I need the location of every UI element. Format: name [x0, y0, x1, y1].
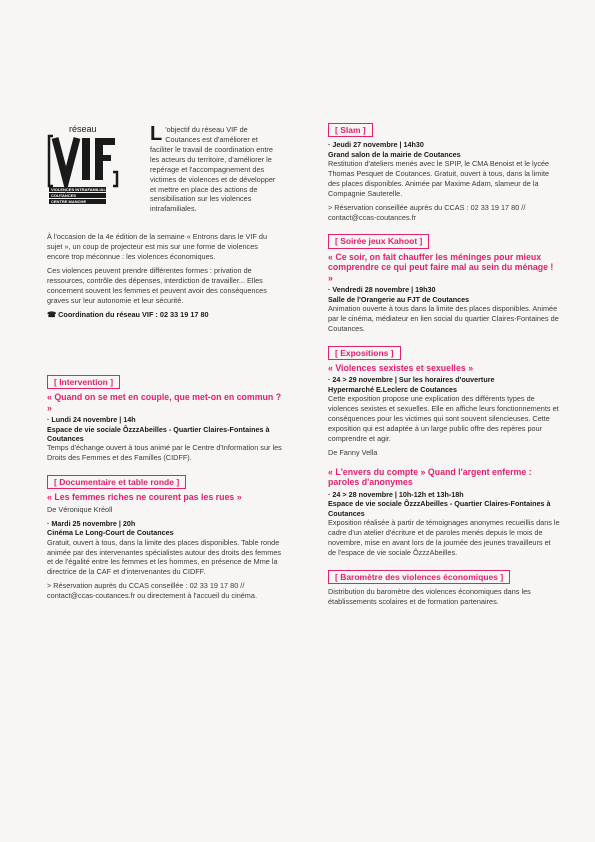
section-place: Salle de l'Orangerie au FJT de Coutances	[328, 294, 470, 304]
right-section	[328, 120, 560, 222]
left-section	[47, 372, 282, 463]
section-place: Espace de vie sociale ÔzzzAbeilles - Quartier Claires-Fontaines à Coutances	[47, 424, 270, 443]
section-body: Distribution du baromètre des violences économiques dans les établissements scolaires et de formation partenaires.	[328, 586, 531, 606]
section-title: « Ce soir, on fait chauffer les méninges pour mieux comprendre ce qui peut faire mal au sein du ménage ! »	[328, 251, 554, 283]
right-sections	[328, 120, 560, 616]
section-title: « L'envers du compte » Quand l'argent enferme : paroles d'anonymes	[328, 466, 532, 488]
section-body: Exposition réalisée à partir de témoignages anonymes recueillis dans le cadre d'un atelier d'écriture et de paroles menés depuis le mois de novembre, mise en avant lors de la journée des jeunes travailleurs et de l'espace de vie sociale ÔzzzAbeilles.	[328, 517, 560, 557]
dropcap: L	[150, 123, 163, 145]
intro-paragraph	[150, 125, 282, 218]
left-section	[47, 472, 282, 601]
section-place: Cinéma Le Long-Court de Coutances	[47, 528, 174, 538]
section-tag: [ Documentaire et table ronde ]	[47, 475, 186, 489]
coordination-line: ☎ Coordination du réseau VIF : 02 33 19 17 80	[47, 310, 209, 320]
section-tag: [ Expositions ]	[328, 346, 401, 360]
intro-text: 'objectif du réseau VIF de Coutances est d'améliorer et faciliter le travail de coordination entre les acteurs du territoire, d'améliorer le repérage et l'accompagnement des victimes de violences et de développer et mettre en place des actions de sensibilisation sur les violences intrafamiliales.	[150, 125, 276, 214]
section-date: · Vendredi 28 novembre | 19h30	[328, 285, 436, 295]
svg-text:COUTANCES: COUTANCES	[51, 193, 77, 198]
section-subtitle: De Fanny Vella	[328, 447, 378, 457]
section-date: · Lundi 24 novembre | 14h	[47, 415, 136, 425]
section-tag: [ Soirée jeux Kahoot ]	[328, 234, 429, 248]
right-section	[328, 343, 560, 458]
section-title: « Quand on se met en couple, que met-on en commun ? »	[47, 392, 282, 413]
section-tag: [ Intervention ]	[47, 375, 120, 389]
phone-icon: ☎	[47, 310, 59, 320]
section-body: Cette exposition propose une explication des différents types de violences sexistes et sexuelles. Elle en affiche leurs fonctionnements et conséquences pour les victimes qui sont souvent silencieuses. Cette exposition qui est adaptée à un large public offre des repères pour comprendre et agir.	[328, 394, 559, 443]
section-title: « Violences sexistes et sexuelles »	[328, 362, 474, 373]
svg-text:CENTRE MANCHE: CENTRE MANCHE	[51, 199, 87, 204]
section-title: « Les femmes riches ne courent pas les rues »	[47, 492, 242, 503]
right-section	[328, 231, 560, 333]
section-place: Grand salon de la mairie de Coutances	[328, 149, 461, 159]
right-section	[328, 567, 560, 607]
section-body: Restitution d'ateliers menés avec le SPIP, le CMA Benoist et le lycée Thomas Pesquet de Coutances. Gratuit, ouvert à tous, dans la limite des places disponibles. Animée par Maxime Adam, slameur de la Compagnie Sauterelle.	[328, 158, 550, 198]
right-section	[328, 467, 560, 558]
section-tag: [ Slam ]	[328, 123, 373, 137]
section-reservation: > Réservation auprès du CCAS conseillée : 02 33 19 17 80 // contact@ccas-coutances.fr ou directement à l'accueil du cinéma.	[47, 581, 257, 601]
section-date: · 24 > 29 novembre | Sur les horaires d'ouverture	[328, 375, 495, 385]
section-place: Hypermarché E.Leclerc de Coutances	[328, 384, 458, 394]
left-sections	[47, 372, 282, 610]
svg-text:VIOLENCES INTRAFAMILIALES: VIOLENCES INTRAFAMILIALES	[51, 187, 112, 192]
section-body: Gratuit, ouvert à tous, dans la limite des places disponibles. Table ronde animée par des intervenantes spécialistes autour des droits des femmes et de l'égalité entre les femmes et les hommes, en présence de Mme la directrice de la CAF et d'intervenantes du CIDFF.	[47, 537, 282, 577]
section-tag: [ Baromètre des violences économiques ]	[328, 570, 510, 584]
section-place: Espace de vie sociale ÔzzzAbeilles - Quartier Claires-Fontaines à Coutances	[328, 499, 551, 518]
logo-reseau: réseau	[69, 124, 97, 134]
intro-rest	[47, 232, 282, 319]
section-subtitle: De Véronique Kréoll	[47, 504, 113, 514]
section-date: · Jeudi 27 novembre | 14h30	[328, 140, 424, 150]
section-reservation: > Réservation conseillée auprès du CCAS : 02 33 19 17 80 // contact@ccas-coutances.fr	[328, 202, 526, 222]
intro-p3: Ces violences peuvent prendre différentes formes : privation de ressources, contrôle des dépenses, interdiction de travailler... Elles concernent souvent les femmes et peuvent avoir des conséquences graves sur leur autonomie et leur sécurité.	[47, 265, 267, 305]
section-date: · Mardi 25 novembre | 20h	[47, 518, 136, 528]
intro-p2: À l'occasion de la 4e édition de la semaine « Entrons dans le VIF du sujet », un coup de projecteur est mis sur une forme de violences encore trop méconnue : les violences économiques.	[47, 232, 268, 261]
section-body: Animation ouverte à tous dans la limite des places disponibles. Animée par le cinéma, médiateur en lien social du quartier Claires-Fontaines de Coutances.	[328, 303, 559, 333]
section-body: Temps d'échange ouvert à tous animé par le Centre d'Information sur les Droits des Femmes et des Familles (CIDFF).	[47, 443, 282, 463]
reseau-vif-logo	[47, 120, 147, 210]
section-date: · 24 > 28 novembre | 10h-12h et 13h-18h	[328, 489, 464, 499]
